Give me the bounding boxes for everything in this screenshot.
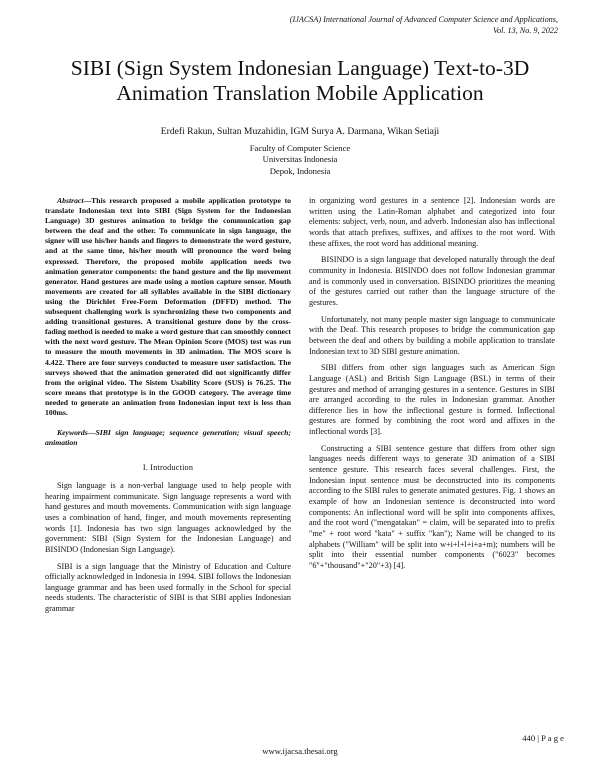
abstract-text: This research proposed a mobile application prototype to translate Indonesian text into SIBI (Sign System for the Indonesian Language) 3D gestures animation to bridge the communication gap between the deaf and the other. To communicate in sign language, the signer will use his/her hands and fingers to demonstrate the word gesture, and at the same time, his/her mouth will pronounce the word being expressed. Therefore, the proposed mobile application needs two animation generator components: the hand gesture and the lip movement generator. Hand gestures are made using a motion capture sensor. Mouth movements are created for all syllables available in the SIBI dictionary using the Dirichlet Free-Form Deformation (DFFD) method. The subsequent challenging work is synchronizing these two components and adding transitional gestures. A transitional gesture done by the cross-fading method is needed to make a word gesture that can smoothly connect with the next word gesture. The Mean Opinion Score (MOS) test was run to measure the mouth movements in 3D animation. The MOS score is 4.422. There are four surveys conducted to measure user satisfaction. The surveys showed that the animation generated did not significantly differ from the original video. The Sistem Usability Score (SUS) is 76.25. The score means that prototype is in the GOOD category. The average time needed to generate an animation from Indonesian input text is less than 100ms. (45, 196, 291, 417)
abstract-label: Abstract— (57, 196, 92, 205)
body-paragraph: SIBI is a sign language that the Ministry of Education and Culture officially acknowledged in Indonesia in 1994. SIBI follows the Indonesian language grammar and has been used formally in the School for special needs students. The characteristic of SIBI is that SIBI applies Indonesian grammar (45, 561, 291, 614)
affiliation (30, 143, 570, 177)
journal-url[interactable]: www.ijacsa.thesai.org (262, 746, 338, 756)
right-column (309, 196, 555, 578)
affiliation-city: Depok, Indonesia (269, 165, 331, 176)
keywords: Keywords—SIBI sign language; sequence generation; visual speech; animation (45, 428, 291, 448)
section-heading-introduction: I. Introduction (142, 463, 194, 473)
body-paragraph: SIBI differs from other sign languages such as American Sign Language (ASL) and British Sign Language (BSL) in terms of their gestures and method of arranging gestures in a sentence. Gestures in SIBI are arranged according to the rules in Indonesian grammar. Another difference lies in how the inflectional gesture is formed. Inflectional gestures are formed by combining the root word and affixes in the inflectional words [3]. (309, 363, 555, 437)
page-number: 440 | P a g e (522, 733, 564, 743)
body-paragraph: Unfortunately, not many people master sign language to communicate with the Deaf. This research proposes to bridge the communication gap between the deaf and others by building a mobile application to translate Indonesian text to 3D SIBI gesture animation. (309, 314, 555, 356)
paper-title (30, 56, 570, 105)
affiliation-faculty: Faculty of Computer Science (249, 143, 351, 153)
abstract (45, 196, 291, 418)
journal-header (138, 14, 558, 36)
affiliation-university: Universitas Indonesia (262, 154, 338, 165)
body-paragraph: in organizing word gestures in a sentence [2]. Indonesian words are written using the Latin-Roman alphabet and categorized into four elements: subject, verb, noun, and adverb. Indonesian also has inflectional words that attach prefixes, suffixes, and affixes to the root word. With these affixes, the root word has additional meaning. (309, 196, 555, 248)
author-list: Erdefi Rakun, Sultan Muzahidin, IGM Surya A. Darmana, Wikan Setiaji (160, 126, 440, 137)
journal-name: (IJACSA) International Journal of Advanced Computer Science and Applications, (289, 15, 558, 24)
body-paragraph: Sign language is a non-verbal language used to help people with hearing impairment communicate. Sign language represents a word with hand gestures and mouth movements. Communication with sign language uses a combination of hand, finger, and mouth movements representing words [1]. Indonesia has two sign languages acknowledged by the government: SIBI (Sign System for the Indonesian Language) and BISINDO (Indonesian Sign Language). (45, 480, 291, 554)
body-paragraph: BISINDO is a sign language that developed naturally through the deaf community in Indonesia. BISINDO does not follow Indonesian grammar and is commonly used in conversation. BISINDO prioritizes the meaning of the gestures carried out rather than the language structure of the gestures. (309, 255, 555, 307)
title-line-1: SIBI (Sign System Indonesian Language) Text-to-3D (70, 56, 530, 80)
left-column (45, 196, 291, 621)
body-paragraph: Constructing a SIBI sentence gesture that differs from other sign languages needs different ways to generate 3D animation of a SIBI sentence gesture. This research faces several challenges. First, the Indonesian input sentence must be deconstructed into its components according to the SIBI rules to generate animated gestures. Fig. 1 shows an example of how an Indonesian sentence is deconstructed into word components: An inflectional word will be split into components affixes, and the root word ("mengatakan" = claim, will be separated into to prefix "me" + root word "kata" + suffix "kan"); Name will be changed to its alphabets ("William" will be split into w+i+l+l+i+a+m); numbers will be split into their essential number components ("6023" becomes "6"+"thousand"+"20"+3) [4]. (309, 443, 555, 570)
title-line-2: Animation Translation Mobile Application (116, 80, 484, 105)
journal-volume: Vol. 13, No. 9, 2022 (492, 26, 558, 35)
